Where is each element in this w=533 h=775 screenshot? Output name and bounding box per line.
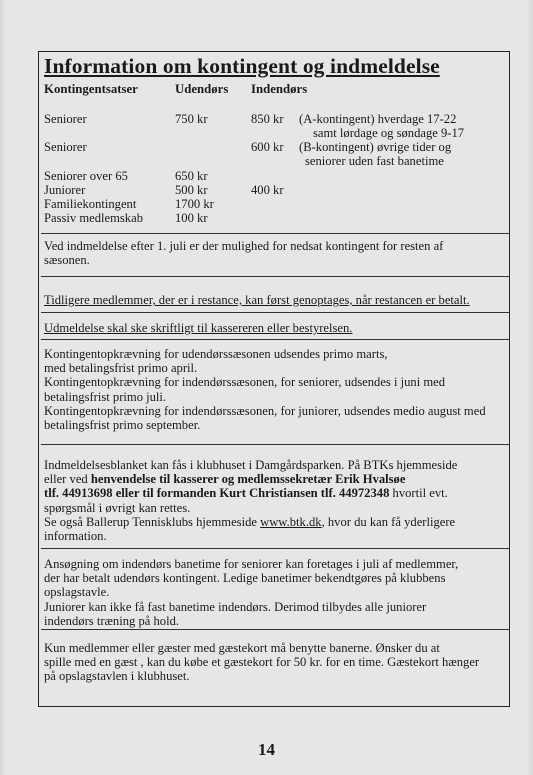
resignation-note: Udmeldelse skal ske skriftligt til kassereren eller bestyrelsen. xyxy=(44,321,353,335)
row-note: samt lørdage og søndage 9-17 xyxy=(313,126,465,140)
divider xyxy=(41,339,509,340)
row-outdoor-price: 1700 kr xyxy=(175,197,214,211)
row-indoor-price: 400 kr xyxy=(251,183,284,197)
header-rates: Kontingentsatser xyxy=(44,82,138,96)
row-indoor-price: 600 kr xyxy=(251,140,284,154)
website-link[interactable]: www.btk.dk xyxy=(260,514,322,529)
header-indoor: Indendørs xyxy=(251,82,308,96)
row-outdoor-price: 650 kr xyxy=(175,169,208,183)
billing-schedule: Kontingentopkrævning for udendørssæsonen udsendes primo marts, med betalingsfrist primo april. Kontingentopkrævning for indendørssæsonen, for seniorer, udsendes i juni med betalingsfrist primo juli. Kontingentopkrævning for indendørssæsonen, for juniorer, udsendes medio august med betalingsfrist primo september. xyxy=(44,347,486,433)
row-outdoor-price: 750 kr xyxy=(175,112,208,126)
row-outdoor-price: 500 kr xyxy=(175,183,208,197)
row-label: Juniorer xyxy=(44,183,86,197)
row-note: (B-kontingent) øvrige tider og xyxy=(299,140,452,154)
row-indoor-price: 850 kr xyxy=(251,112,284,126)
row-note: seniorer uden fast banetime xyxy=(305,154,444,168)
arrears-note: Tidligere medlemmer, der er i restance, kan først genoptages, når restancen er betalt. xyxy=(44,293,470,307)
row-label: Familiekontingent xyxy=(44,197,137,211)
row-note: (A-kontingent) hverdage 17-22 xyxy=(299,112,457,126)
divider xyxy=(41,276,509,277)
row-outdoor-price: 100 kr xyxy=(175,211,208,225)
divider xyxy=(41,629,509,630)
row-label: Seniorer over 65 xyxy=(44,169,128,183)
divider xyxy=(41,444,509,445)
page-title: Information om kontingent og indmeldelse xyxy=(44,54,440,78)
guest-info: Kun medlemmer eller gæster med gæstekort må benytte banerne. Ønsker du at spille med en gæst , kan du købe et gæstekort for 50 kr. for en time. Gæstekort hænger på opslagstavlen i klubhuset. xyxy=(44,641,480,684)
divider xyxy=(41,312,509,313)
row-label: Passiv medlemskab xyxy=(44,211,143,225)
late-join-note: Ved indmeldelse efter 1. juli er der mulighed for nedsat kontingent for resten af sæsonen. xyxy=(44,239,444,268)
court-time-info: Ansøgning om indendørs banetime for seniorer kan foretages i juli af medlemmer, der har betalt udendørs kontingent. Ledige banetimer bekendtgøres på klubbens opslagstavle. Juniorer kan ikke få fast banetime indendørs. Derimod tilbydes alle juniorer indendørs træning på hold. xyxy=(44,557,459,628)
row-label: Seniorer xyxy=(44,112,87,126)
page-number: 14 xyxy=(258,740,275,759)
divider xyxy=(41,233,509,234)
divider xyxy=(41,548,509,549)
registration-info: Indmeldelsesblanket kan fås i klubhuset i Damgårdsparken. På BTKs hjemmeside eller ved henvendelse til kasserer og medlemssekretær Erik Hvalsøe tlf. 44913698 eller til formanden Kurt Christiansen tlf. 44972348 hvortil evt. spørgsmål i øvrigt kan rettes. Se også Ballerup Tennisklubs hjemmeside www.btk.dk, hvor du kan få yderligere information. xyxy=(44,458,458,544)
row-label: Seniorer xyxy=(44,140,87,154)
header-outdoor: Udendørs xyxy=(175,82,229,96)
